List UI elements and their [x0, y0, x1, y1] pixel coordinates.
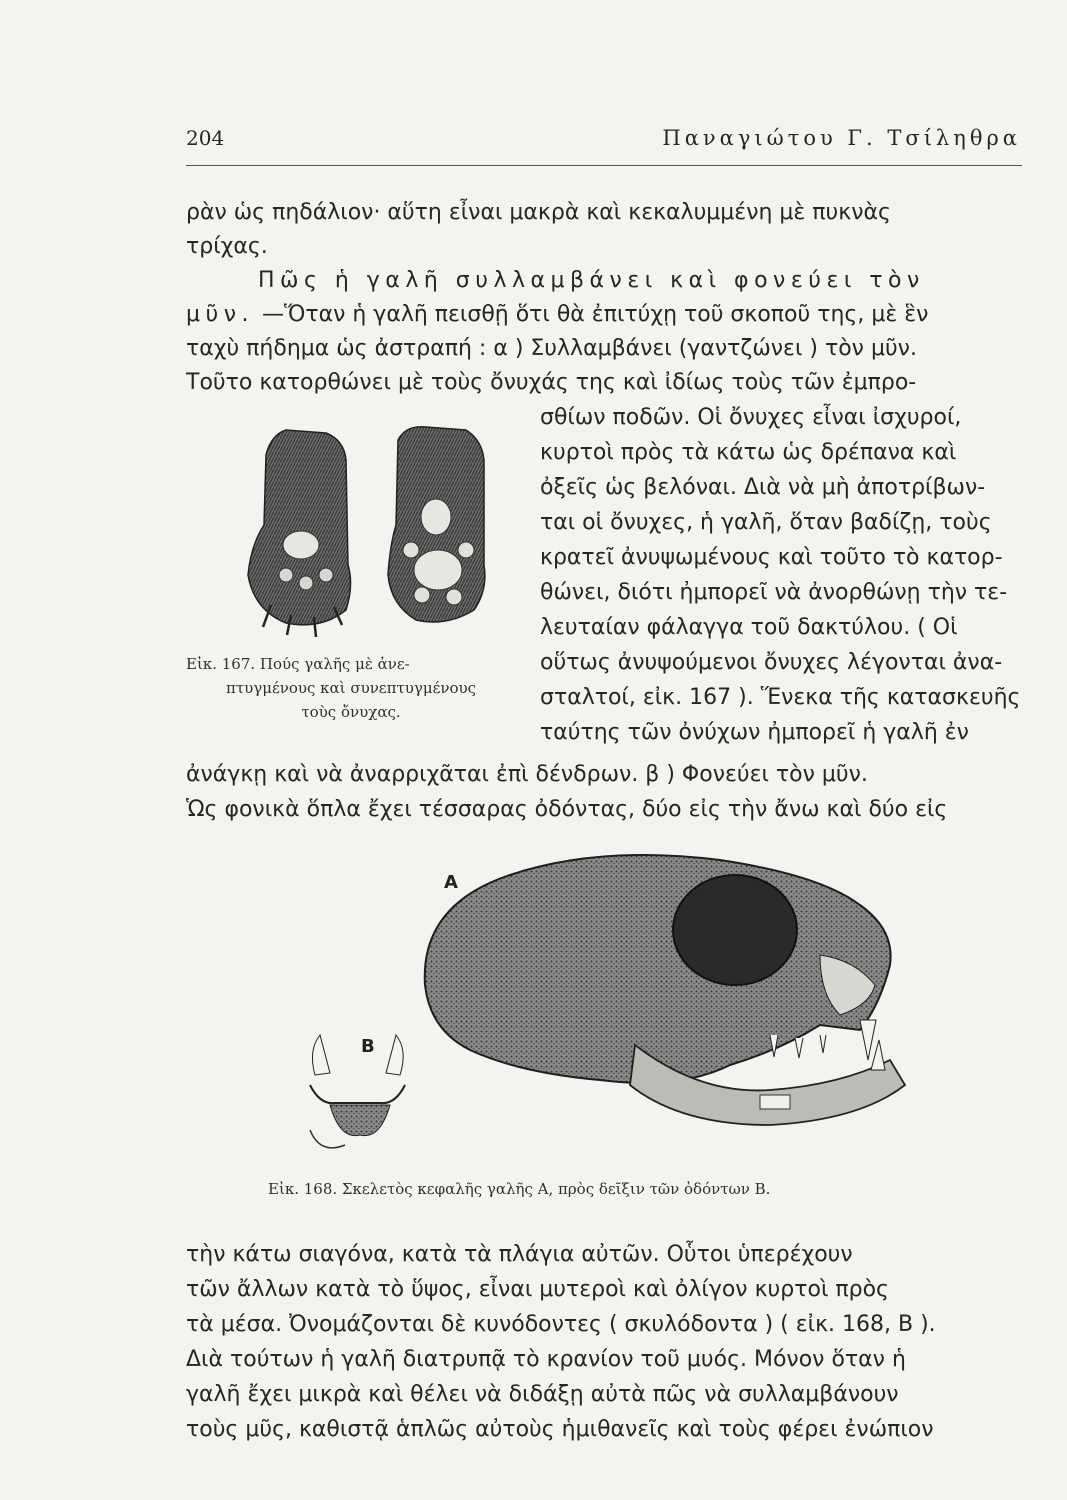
text-line: Διὰ τούτων ἡ γαλῆ διατρυπᾷ τὸ κρανίον τοῦ μυός. Μόνον ὅταν ἡ	[186, 1347, 906, 1372]
cat-skull-illustration	[300, 835, 940, 1165]
text-line: θώνει, διότι ἠμπορεῖ νὰ ἀνορθώνῃ τὴν τε-	[540, 580, 1008, 605]
skull-a	[425, 855, 905, 1125]
text-line: ἀνάγκῃ καὶ νὰ ἀναρριχᾶται ἐπὶ δένδρων. β ) Φονεύει τὸν μῦν.	[186, 762, 868, 787]
text-line: κρατεῖ ἀνυψωμένους καὶ τοῦτο τὸ κατορ-	[540, 545, 1003, 570]
paw-retracted-claws	[388, 427, 485, 622]
text-line: οὕτως ἀνυψούμενοι ὄνυχες λέγονται ἀνα-	[540, 650, 1003, 675]
text-line: τὴν κάτω σιαγόνα, κατὰ τὰ πλάγια αὐτῶν. Οὗτοι ὑπερέχουν	[186, 1242, 853, 1267]
section-heading-tail: μῦν.	[186, 302, 255, 327]
running-title: Παναγιώτου Γ. Τσίληθρα	[662, 126, 1021, 150]
text-line: τὰ μέσα. Ὀνομάζονται δὲ κυνόδοντες ( σκυλόδοντα ) ( εἰκ. 168, Β ).	[186, 1312, 936, 1337]
section-heading: Πῶς ἡ γαλῆ συλλαμβάνει καὶ φονεύει τὸν	[258, 268, 925, 293]
running-header	[186, 126, 1021, 156]
text-line: ταχὺ πήδημα ὡς ἀστραπή : α ) Συλλαμβάνει (γαντζώνει ) τὸν μῦν.	[186, 336, 917, 361]
text-line: γαλῆ ἔχει μικρὰ καὶ θέλει νὰ διδάξῃ αὐτὰ πῶς νὰ συλλαμβάνουν	[186, 1382, 899, 1407]
text-line: τοὺς μῦς, καθιστᾷ ἁπλῶς αὐτοὺς ἡμιθανεῖς καὶ τοὺς φέρει ἐνώπιον	[186, 1417, 934, 1442]
cat-paws-illustration	[226, 415, 506, 640]
figure-label-b: B	[361, 1036, 375, 1057]
text-line: τῶν ἄλλων κατὰ τὸ ὕψος, εἶναι μυτεροὶ καὶ ὀλίγον κυρτοὶ πρὸς	[186, 1277, 889, 1302]
teeth-detail-b	[310, 1035, 405, 1148]
figure-label-a: A	[444, 872, 458, 893]
text-line: Τοῦτο κατορθώνει μὲ τοὺς ὄνυχάς της καὶ ἰδίως τοὺς τῶν ἐμπρο-	[186, 370, 917, 395]
text-line: κυρτοὶ πρὸς τὰ κάτω ὡς δρέπανα καὶ	[540, 440, 957, 465]
text-line: σταλτοί, εἰκ. 167 ). Ἕνεκα τῆς κατασκευῆς	[540, 685, 1021, 710]
paw-extended-claws	[248, 430, 351, 637]
header-rule	[186, 165, 1022, 166]
text-line: σθίων ποδῶν. Οἱ ὄνυχες εἶναι ἰσχυροί,	[540, 405, 962, 430]
text-line: τρίχας.	[186, 234, 268, 259]
text-line: λευταίαν φάλαγγα τοῦ δακτύλου. ( Οἱ	[540, 615, 958, 640]
text-line: ρὰν ὡς πηδάλιον· αὕτη εἶναι μακρὰ καὶ κεκαλυμμένη μὲ πυκνὰς	[186, 200, 891, 225]
text-line: —Ὅταν ἡ γαλῆ πεισθῇ ὅτι θὰ ἐπιτύχῃ τοῦ σκοποῦ της, μὲ ἓν	[262, 302, 929, 327]
text-line: ται οἱ ὄνυχες, ἡ γαλῆ, ὅταν βαδίζῃ, τοὺς	[540, 510, 992, 535]
page-number: 204	[186, 126, 225, 150]
caption-line: Εἰκ. 167. Πούς γαλῆς μὲ ἀνε-	[186, 655, 410, 673]
text-line: ταύτης τῶν ὀνύχων ἠμπορεῖ ἡ γαλῆ ἐν	[540, 720, 969, 745]
text-line: Ὡς φονικὰ ὅπλα ἔχει τέσσαρας ὀδόντας, δύο εἰς τὴν ἄνω καὶ δύο εἰς	[186, 797, 948, 822]
figure-167-caption	[186, 652, 516, 724]
caption-line: τοὺς ὄνυχας.	[301, 703, 401, 721]
caption-line: πτυγμένους καὶ συνεπτυγμένους	[225, 679, 477, 697]
text-line: ὀξεῖς ὡς βελόναι. Διὰ νὰ μὴ ἀποτρίβων-	[540, 475, 986, 500]
figure-168-caption: Εἰκ. 168. Σκελετὸς κεφαλῆς γαλῆς Α, πρὸς δεῖξιν τῶν ὀδόντων Β.	[268, 1180, 771, 1198]
